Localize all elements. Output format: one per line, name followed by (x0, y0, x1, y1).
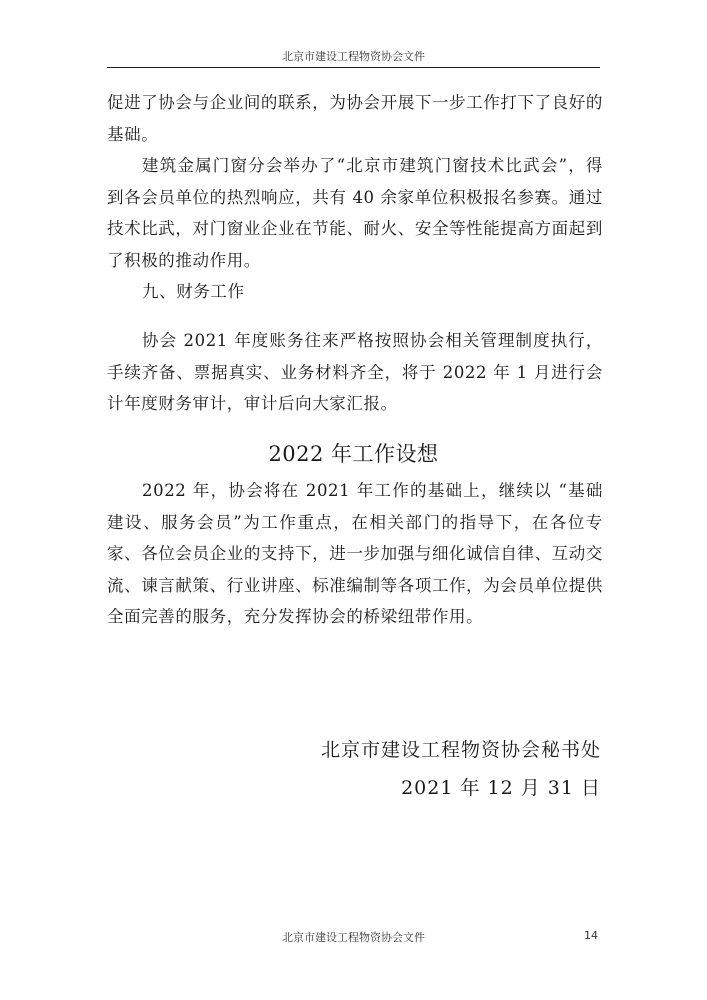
paragraph-finance: 协会 2021 年度账务往来严格按照协会相关管理制度执行，手续齐备、票据真实、业务材料齐全，将于 2022 年 1 月进行会计年度财务审计，审计后向大家汇报。 (107, 331, 603, 413)
paragraph-cooperation-result: 促进了协会与企业间的联系，为协会开展下一步工作打下了良好的基础。 (107, 93, 603, 144)
page-footer-title: 北京市建设工程物资协会文件 (282, 931, 425, 944)
signature-organization: 北京市建设工程物资协会秘书处 (320, 739, 601, 761)
page-number: 14 (584, 929, 598, 942)
paragraph-window-competition: 建筑金属门窗分会举办了“北京市建筑门窗技术比武会”，得到各会员单位的热烈响应，共有 40 余家单位积极报名参赛。通过技术比武，对门窗业企业在节能、耐火、安全等性能提高方面起到了积极的推动作用。 (107, 156, 603, 270)
section-heading-finance: 九、财务工作 (142, 282, 245, 301)
page-header-title: 北京市建设工程物资协会文件 (282, 50, 425, 63)
paragraph-2022-plan: 2022 年，协会将在 2021 年工作的基础上，继续以 “基础建设、服务会员”为工作重点，在相关部门的指导下，在各位专家、各位会员企业的支持下，进一步加强与细化诚信自律、互动交流、谏言献策、行业讲座、标准编制等各项工作，为会员单位提供全面完善的服务，充分发挥协会的桥梁纽带作用。 (107, 481, 603, 626)
section-title-2022-plan: 2022 年工作设想 (268, 442, 439, 466)
header-divider (107, 67, 600, 68)
signature-date: 2021 年 12 月 31 日 (401, 777, 601, 799)
